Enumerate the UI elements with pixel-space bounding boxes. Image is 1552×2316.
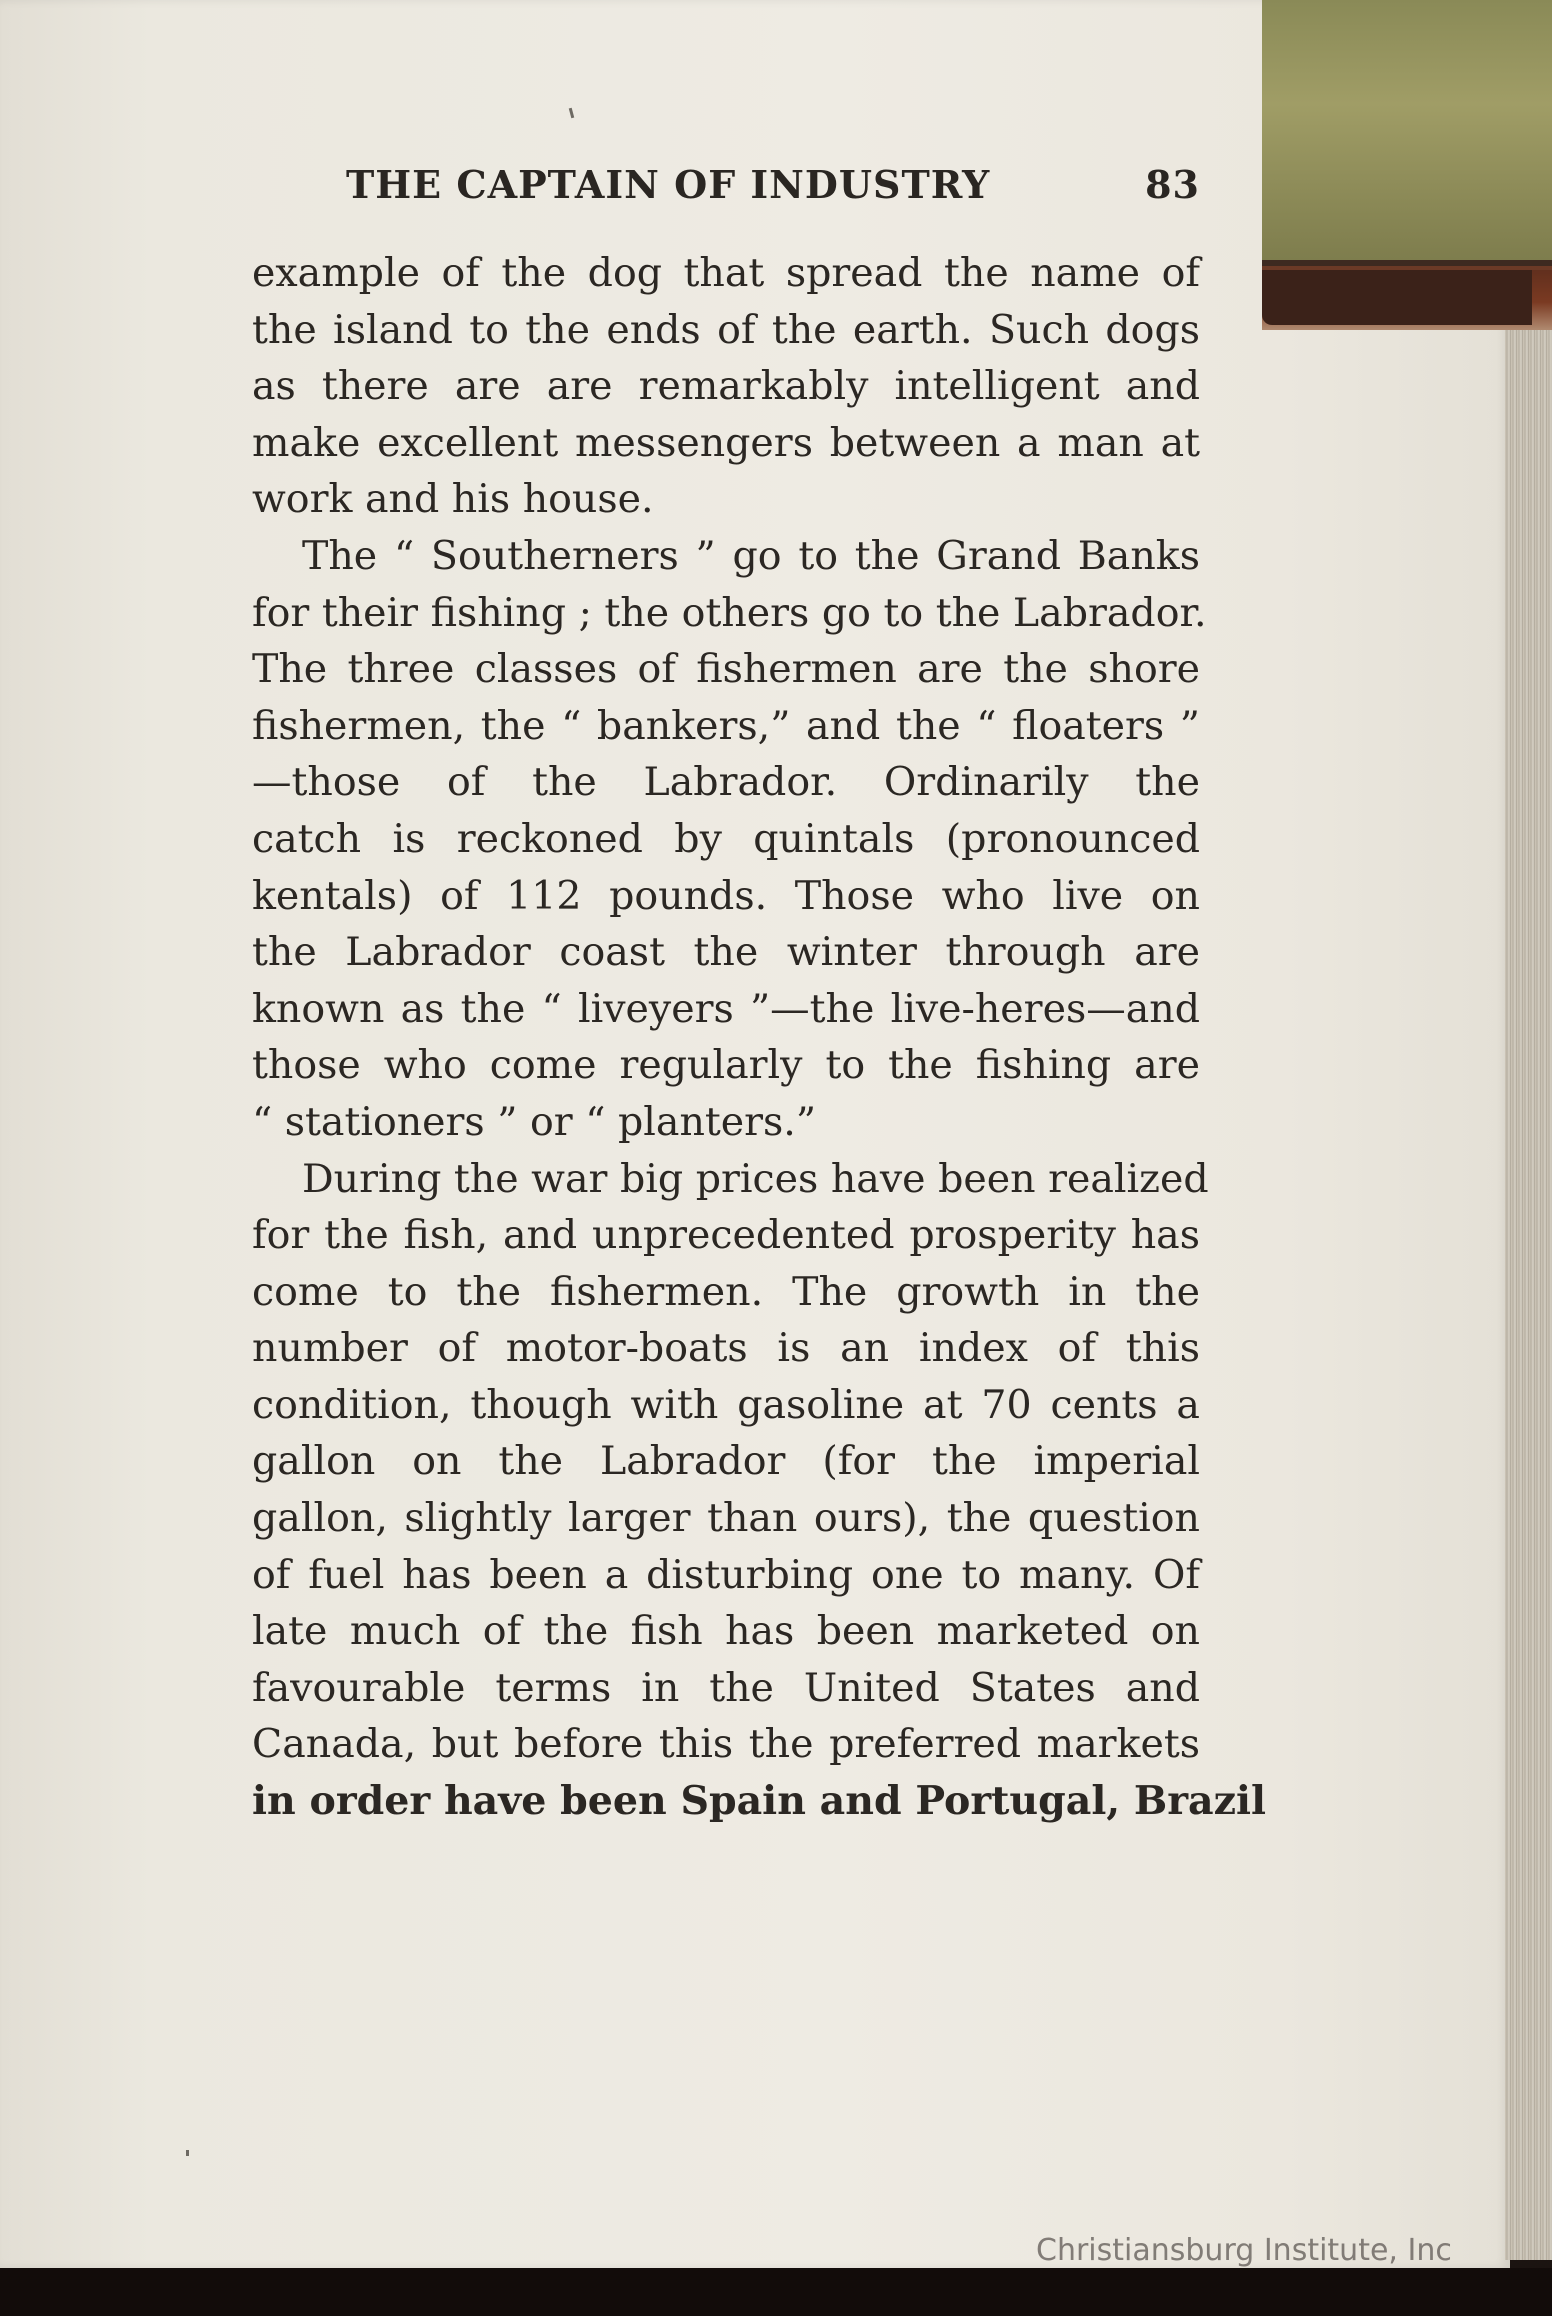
text-line: example of the dog that spread the name of (252, 250, 1200, 296)
text-line: fishermen, the “ bankers,” and the “ floaters ” (252, 702, 1200, 749)
text-line: as there are are remarkably intelligent and (252, 363, 1200, 410)
text-line: catch is reckoned by quintals (pronounced (252, 815, 1200, 862)
text-line: late much of the fish has been marketed on (252, 1608, 1200, 1655)
text-line: make excellent messengers between a man at (252, 419, 1200, 466)
text-line: gallon, slightly larger than ours), the question (252, 1495, 1200, 1542)
page-number: 83 (1145, 162, 1200, 207)
text-line: kentals) of 112 pounds. Those who live on (252, 872, 1200, 919)
page-edges (1505, 330, 1552, 2260)
text-line: those who come regularly to the fishing are (252, 1042, 1200, 1089)
text-line: known as the “ liveyers ”—the live-heres—and (252, 985, 1200, 1032)
book-cover-corner (1262, 0, 1552, 260)
text-line: gallon on the Labrador (for the imperial (252, 1438, 1200, 1485)
text-line: work and his house. (252, 476, 654, 523)
text-line: “ stationers ” or “ planters.” (252, 1098, 817, 1145)
running-header (346, 162, 1200, 207)
text-line: come to the fishermen. The growth in the (252, 1268, 1200, 1315)
text-line: The three classes of fishermen are the shore (252, 646, 1200, 693)
text-line: The “ Southerners ” go to the Grand Banks (302, 532, 1200, 579)
text-line: favourable terms in the United States and (252, 1664, 1200, 1711)
cover-notch (1262, 255, 1532, 325)
body-text (252, 245, 1267, 1830)
text-line: number of motor-boats is an index of this (252, 1325, 1200, 1372)
running-title: THE CAPTAIN OF INDUSTRY (346, 162, 991, 207)
text-line: During the war big prices have been realized (302, 1155, 1209, 1202)
bottom-background (0, 2268, 1552, 2316)
text-line: Canada, but before this the preferred markets (252, 1721, 1200, 1768)
watermark: Christiansburg Institute, Inc (1036, 2233, 1452, 2268)
text-line: the island to the ends of the earth. Such dogs (252, 306, 1200, 353)
text-line: the Labrador coast the winter through are (252, 929, 1200, 976)
text-line: of fuel has been a disturbing one to many. Of (252, 1551, 1200, 1598)
text-line: for their fishing ; the others go to the Labrador. (252, 589, 1207, 636)
text-line: condition, though with gasoline at 70 cents a (252, 1381, 1200, 1428)
text-line: in order have been Spain and Portugal, Brazil (252, 1778, 1267, 1825)
paper-speck (186, 2150, 189, 2156)
text-line: —those of the Labrador. Ordinarily the (252, 759, 1200, 806)
text-line: for the fish, and unprecedented prosperity has (252, 1212, 1200, 1259)
